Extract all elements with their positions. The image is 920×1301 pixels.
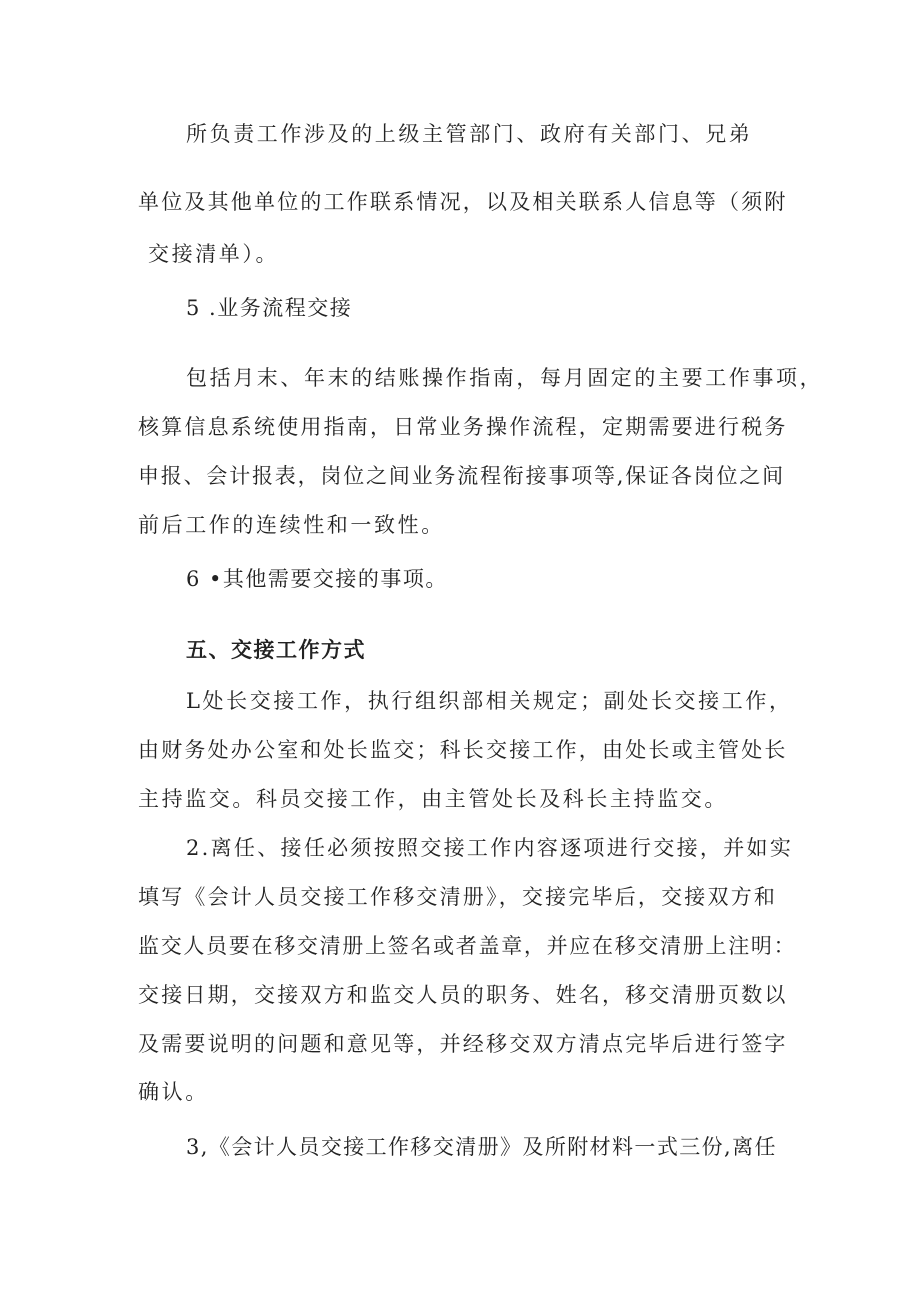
text-line: 前后工作的连续性和一致性。 (138, 513, 445, 537)
text-line: 由财务处办公室和处长监交；科长交接工作，由处长或主管处长 (138, 738, 788, 762)
text-line: 核算信息系统使用指南，日常业务操作流程，定期需要进行税务 (138, 415, 788, 439)
text-line: 主持监交。科员交接工作，由主管处长及科长主持监交。 (138, 787, 728, 811)
text-line: 包括月末、年末的结账操作指南，每月固定的主要工作事项， (186, 366, 824, 390)
text-line: 监交人员要在移交清册上签名或者盖章，并应在移交清册上注明： (138, 934, 797, 958)
text-line: L处长交接工作，执行组织部相关规定；副处长交接工作， (186, 689, 793, 713)
chapter-heading: 五、交接工作方式 (186, 638, 366, 662)
text-line: 交接日期，交接双方和监交人员的职务、姓名，移交清册页数以 (138, 983, 788, 1007)
text-line: 所负责工作涉及的上级主管部门、政府有关部门、兄弟 (186, 122, 753, 146)
text-line: 3,《会计人员交接工作移交清册》及所附材料一式三份,离任 (186, 1135, 777, 1159)
text-line: 单位及其他单位的工作联系情况，以及相关联系人信息等（须附 (138, 190, 788, 214)
text-line: 填写《会计人员交接工作移交清册》，交接完毕后，交接双方和 (138, 885, 778, 909)
section-heading: 5 .业务流程交接 (186, 296, 353, 320)
text-line: 交接清单）。 (148, 242, 280, 266)
text-line: 确认。 (138, 1080, 209, 1104)
text-line: 2.离任、接任必须按照交接工作内容逐项进行交接，并如实 (186, 836, 794, 860)
text-line: 申报、会计报表，岗位之间业务流程衔接事项等,保证各岗位之间 (138, 464, 785, 488)
text-line: 及需要说明的问题和意见等，并经移交双方清点完毕后进行签字 (138, 1032, 788, 1056)
section-heading: 6 •其他需要交接的事项。 (186, 567, 448, 591)
